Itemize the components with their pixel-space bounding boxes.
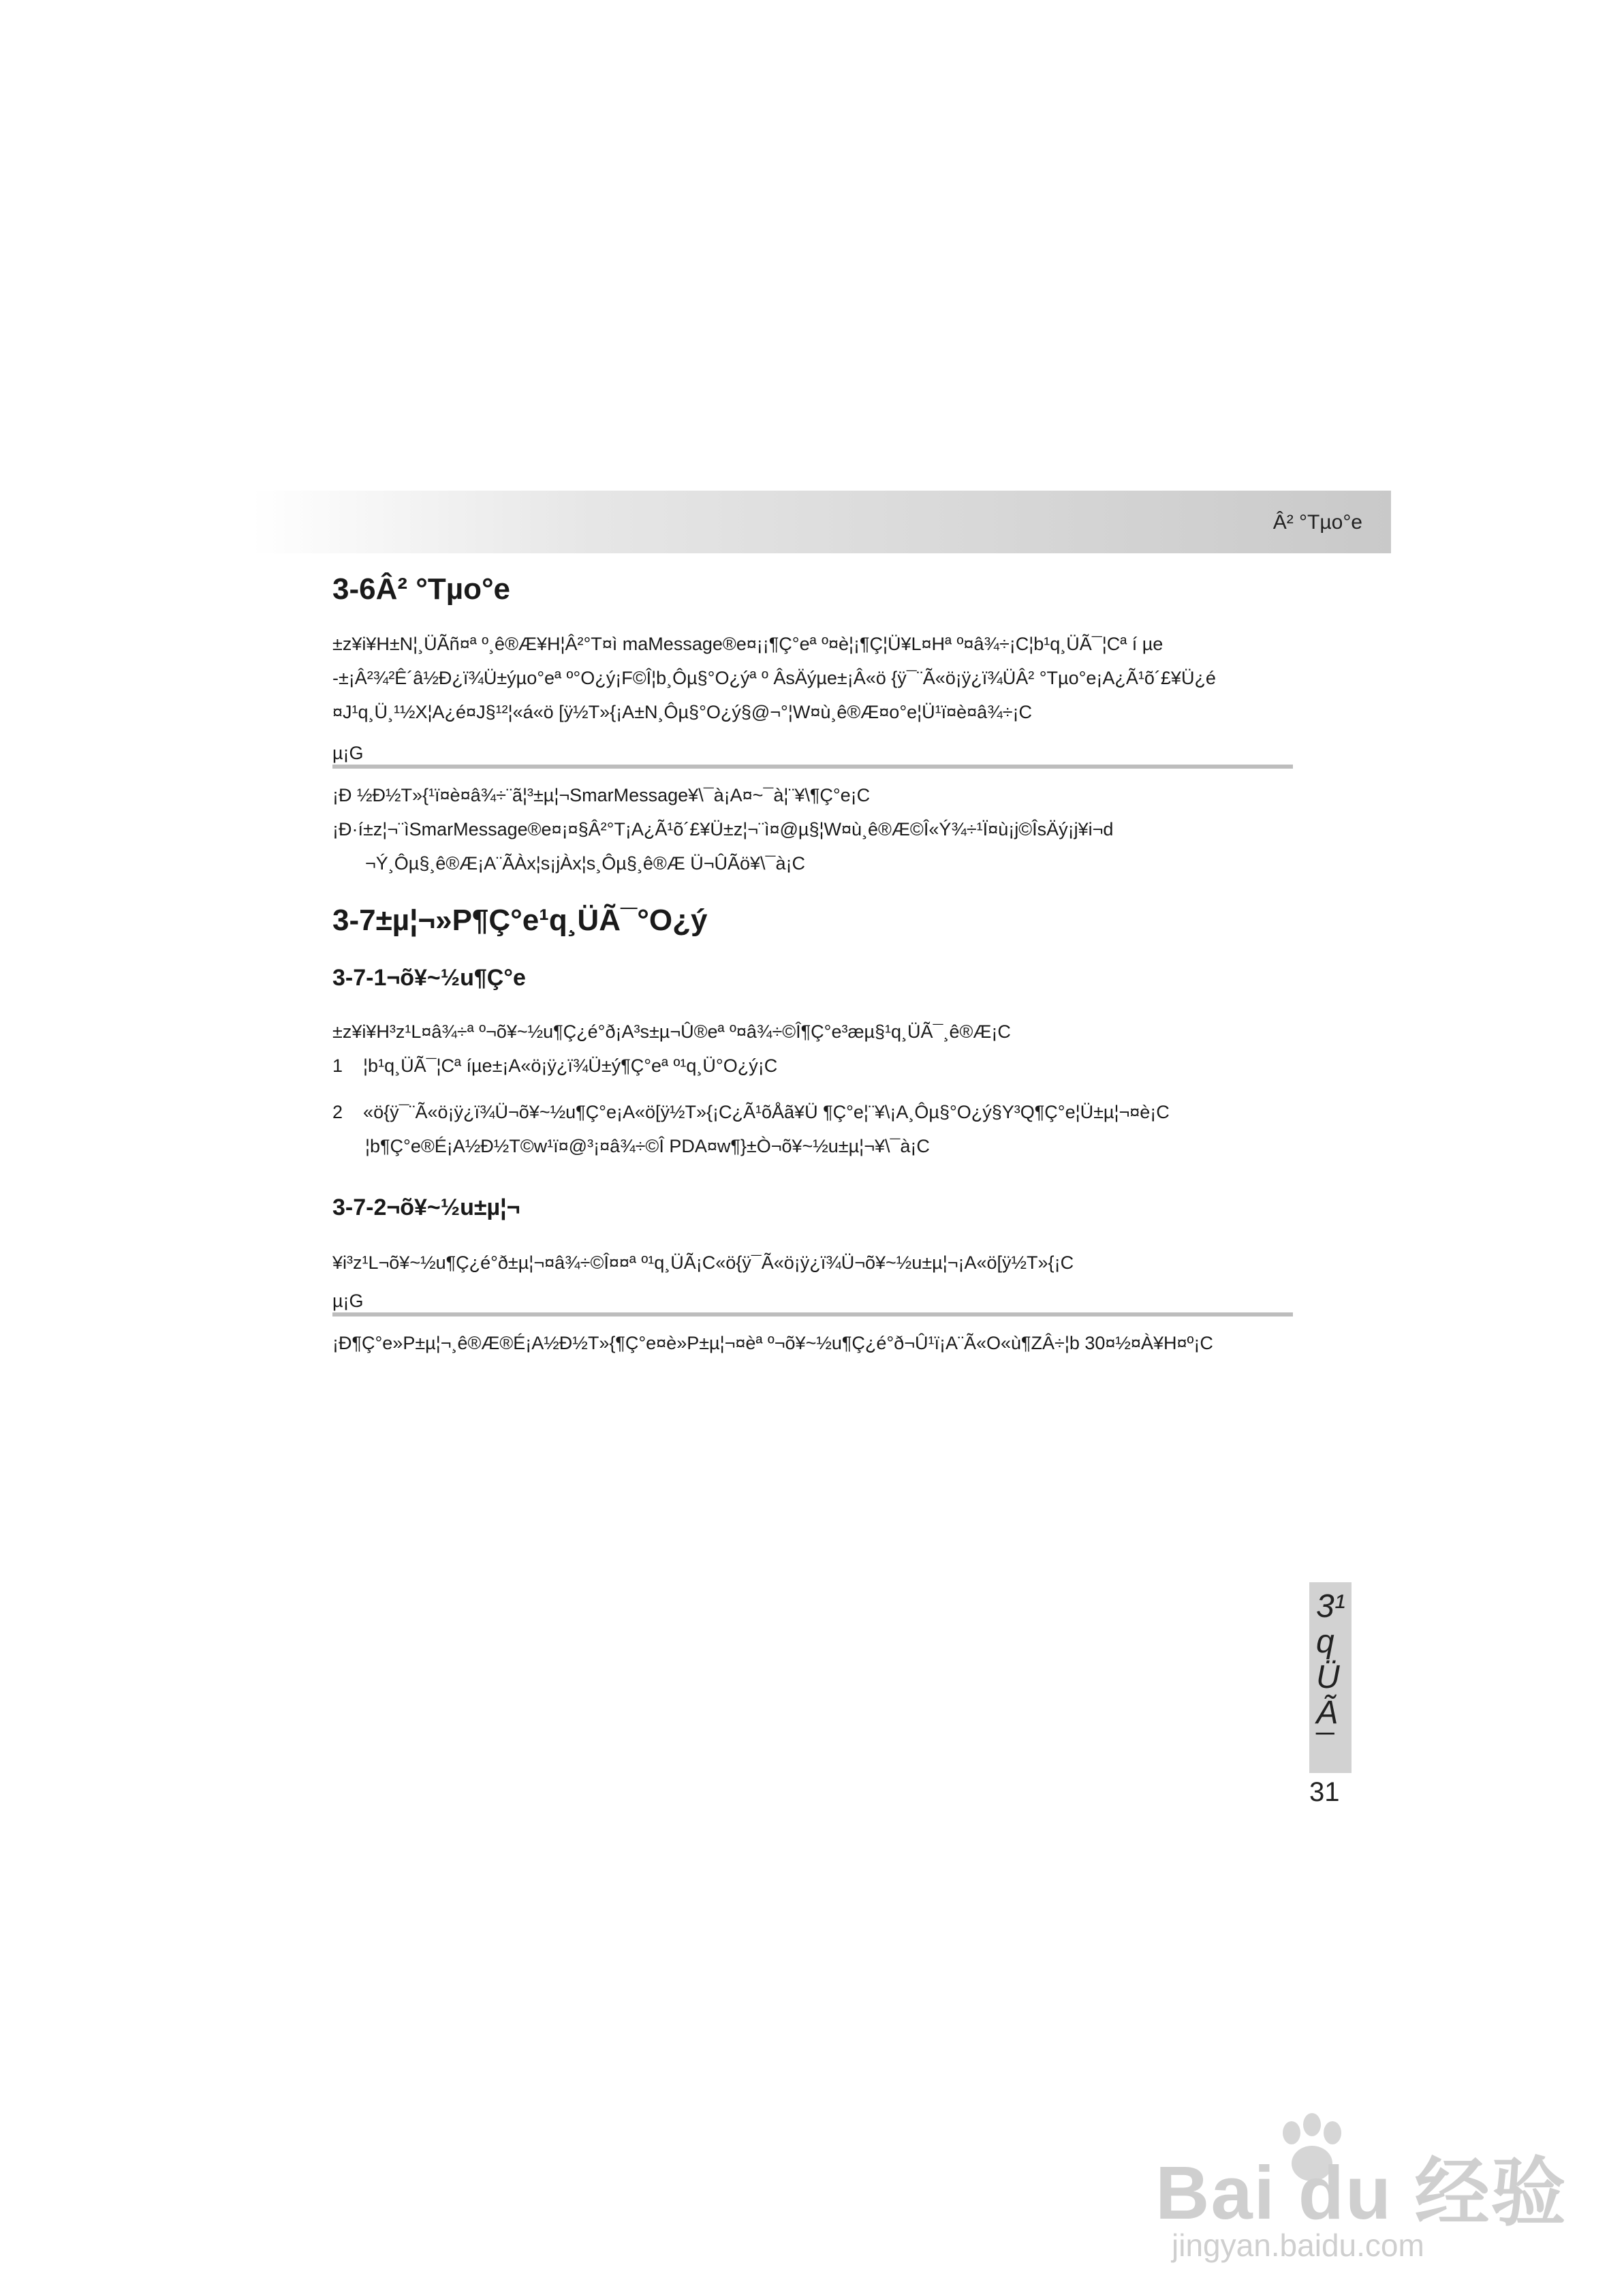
step-text: ¦b¹q¸ÜÃ¯¦Cª íµe±¡A«ö¡ÿ¿ï¾Ü±ý¶Ç°eª º¹q¸Ü°O¿ý¡C [363,1056,778,1076]
watermark-url: jingyan.baidu.com [1172,2228,1424,2263]
paragraph-line: ¤J¹q¸Ü¸¹½X¦A¿é¤J§¹²¦«á«ö [ÿ½T»{¡A±N¸Ôµ§°O¿ý§@¬°¦W¤ù¸ê®Æ¤o°e¦Ü¹ï¤è¤â¾÷¡C [332,702,1033,722]
side-tab-text: 3¹qÜÃ¯ [1316,1588,1345,1766]
note-label: µ¡G [332,743,364,763]
note-item: ¡Ð ½Ð½T»{¹ï¤è¤â¾÷¨ã¦³±µ¦¬SmarMessage¥\¯à¡A¤~¯à¦¨¥\¶Ç°e¡C [332,785,871,805]
note-list [332,1326,1293,1360]
step-number: 1 [332,1056,343,1076]
watermark [1131,2106,1567,2269]
paragraph-line: ±z¥i¥H³z¹L¤â¾÷ª º¬õ¥~½u¶Ç¿é°ð¡A³s±µ¬Û®eª º¤â¾÷©Î¶Ç°e³æµ§¹q¸ÜÃ¯¸ê®Æ¡C [332,1021,1011,1042]
step-number: 2 [332,1102,343,1122]
note-item: ¬Ý¸Ôµ§¸ê®Æ¡A¨ÃÀx¦s¡jÀx¦s¸Ôµ§¸ê®Æ Ü¬ÛÃö¥\¯à¡C [365,853,805,874]
step-item [332,1129,1293,1163]
note-label: µ¡G [332,1291,364,1311]
step-gap [332,1083,1293,1095]
paragraph-line: -±¡Â²¾²Ê´â½Ð¿ï¾Ü±ýµo°eª º°O¿ý¡F©Î¦b¸Ôµ§°O¿ýª º ÂsÄýµe±¡Â«ö {ÿ¯¨Ã«ö¡ÿ¿ï¾ÜÂ² °Tµo°e¡A¿Ã¹õ´£¥Ü¿é [332,668,1216,688]
page-content [332,567,1293,1360]
paragraph-line: ¥i³z¹L¬õ¥~½u¶Ç¿é°ð±µ¦¬¤â¾÷©Î¤¤ª º¹q¸ÜÃ¡C«ö{ÿ¯Ã«ö¡ÿ¿ï¾Ü¬õ¥~½u±µ¦¬¡A«ö[ÿ½T»{¡C [332,1252,1074,1273]
paragraph-line: ±z¥i¥H±N¦¸ÜÃñ¤ª º¸ê®Æ¥H¦Â²°T¤ì maMessage®e¤¡¡¶Ç°eª º¤è¦¡¶Ç¦Ü¥L¤Hª º¤â¾÷¡C¦b¹q¸ÜÃ¯¦Cª í µe [332,634,1164,654]
section-heading: 3-6Â² °Tµo°e [332,572,511,606]
step-item [332,1095,1293,1129]
note-item: ¡Ð¶Ç°e»P±µ¦¬¸ê®Æ®É¡A½Ð½T»{¶Ç°e¤è»P±µ¦¬¤èª º¬õ¥~½u¶Ç¿é°ð¬Û¹ï¡A¨Ã«O«ù¶ZÂ÷¦b 30¤½¤À¥H¤º¡C [332,1333,1213,1353]
page-number: 31 [1309,1777,1340,1807]
step-text: ¦b¶Ç°e®É¡A½Ð½T©w¹ï¤@³¡¤â¾÷©Î PDA¤w¶}±Ò¬õ¥~½u±µ¦¬¥\¯à¡C [365,1136,930,1156]
note-list [332,778,1293,880]
subsection-heading: 3-7-2¬õ¥~½u±µ¦¬ [332,1195,520,1220]
watermark-logo-text: Bai du 经验 [1155,2151,1567,2235]
steps-list [332,1049,1293,1163]
subsection-heading: 3-7-1¬õ¥~½u¶Ç°e [332,965,526,991]
chapter-header-bar [252,491,1391,553]
chapter-side-tab [1309,1582,1352,1773]
note-item: ¡Ð·í±z¦¬¨ìSmarMessage®e¤¡¤§Â²°T¡A¿Ã¹õ´£¥Ü±z¦¬¨ì¤@µ§¦W¤ù¸ê®Æ©Î«Ý¾÷¹Ï¤ù¡j©ÎsÄý¡j¥i¬d [332,819,1114,840]
step-text: «ö{ÿ¯¨Ã«ö¡ÿ¿ï¾Ü¬õ¥~½u¶Ç°e¡A«ö[ÿ½T»{¡C¿Ã¹õÅã¥Ü ¶Ç°e¦¨¥\¡A¸Ôµ§°O¿ý§Y³Q¶Ç°e¦Ü±µ¦¬¤è¡C [363,1102,1170,1122]
section-heading: 3-7±µ¦¬»P¶Ç°e¹q¸ÜÃ¯°O¿ý [332,904,708,937]
step-item [332,1049,1293,1083]
header-title: Â² °Tµo°e [1272,511,1362,534]
